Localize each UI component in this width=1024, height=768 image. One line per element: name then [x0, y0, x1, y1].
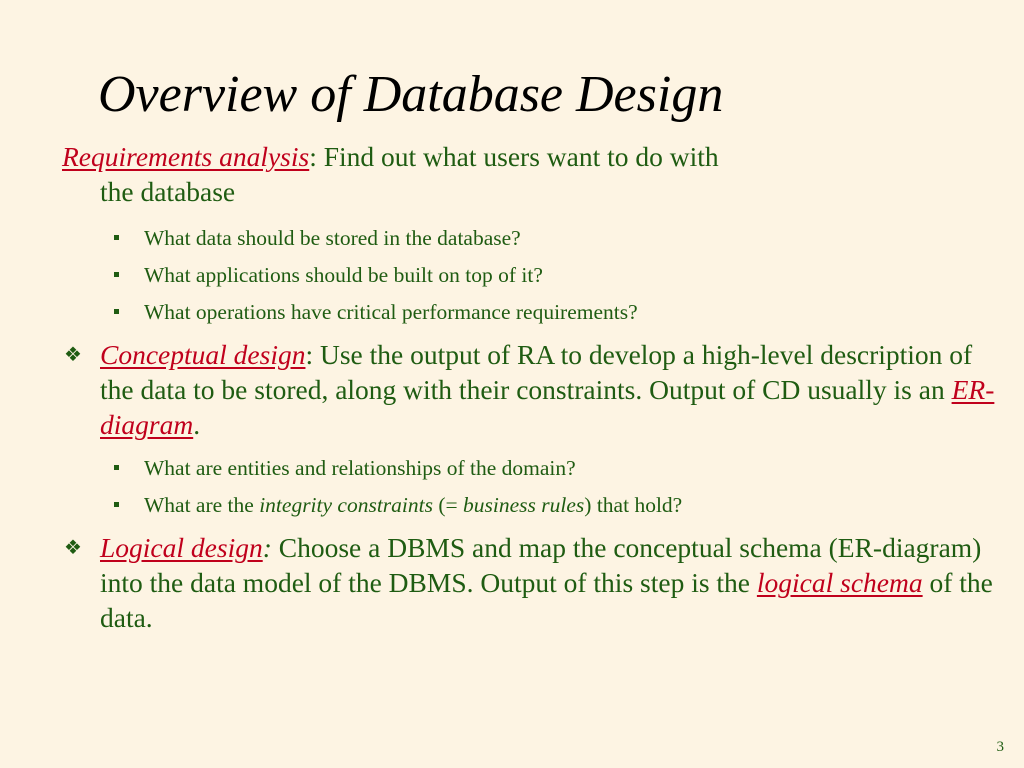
square-bullet-icon — [114, 465, 119, 470]
square-bullet-icon — [114, 272, 119, 277]
bullet-text-line2: the database — [100, 176, 236, 207]
diamond-bullet-icon: ❖ — [64, 535, 82, 559]
sub-bullet — [114, 492, 682, 518]
bullet-text — [100, 337, 1004, 442]
sub-text-business-rules: business rules — [463, 493, 585, 517]
sub-text-integrity-constraints: integrity constraints — [259, 493, 433, 517]
bullet-text-end: . — [193, 409, 201, 440]
slide-title: Overview of Database Design — [98, 66, 724, 123]
page-number: 3 — [996, 739, 1004, 755]
term-logical-design: Logical design — [100, 532, 263, 563]
diamond-bullet-icon: ❖ — [64, 342, 82, 366]
bullet-text-body: : Use the output of RA to develop a high-level description of the data to be stored, along with their constraints. Output of CD usually is an — [100, 339, 973, 405]
bullet-conceptual-design — [64, 337, 1004, 442]
bullet-text-body: Choose a DBMS and map the conceptual schema (ER-diagram) into the data model of the DBMS. Output of this step is the — [100, 532, 982, 598]
sub-text-a: What are the — [144, 493, 260, 517]
sub-bullet-text: What applications should be built on top of it? — [144, 263, 543, 287]
sub-bullet — [114, 225, 521, 251]
sub-bullet — [114, 455, 576, 481]
sub-bullet-text: What data should be stored in the database? — [144, 226, 521, 250]
bullet-text-line1: : Find out what users want to do with — [309, 141, 719, 172]
term-conceptual-design: Conceptual design — [100, 339, 306, 370]
bullet-requirements-analysis — [62, 139, 1002, 209]
bullet-text — [100, 530, 1004, 635]
square-bullet-icon — [114, 502, 119, 507]
sub-bullet-text: What operations have critical performance requirements? — [144, 300, 638, 324]
term-er-diagram: ER-diagram — [100, 374, 995, 440]
square-bullet-icon — [114, 235, 119, 240]
sub-text-c: ) that hold? — [584, 493, 683, 517]
sub-text-b: (= — [433, 493, 464, 517]
square-bullet-icon — [114, 309, 119, 314]
sub-bullet-text: What are entities and relationships of the domain? — [144, 456, 576, 480]
term-logical-schema: logical schema — [756, 567, 923, 598]
sub-bullet — [114, 299, 638, 325]
bullet-colon: : — [262, 532, 272, 563]
bullet-text-end: of the data. — [100, 567, 993, 633]
sub-bullet-text — [144, 493, 682, 517]
bullet-logical-design — [64, 530, 1004, 635]
sub-bullet — [114, 262, 543, 288]
term-requirements-analysis: Requirements analysis — [62, 141, 310, 172]
